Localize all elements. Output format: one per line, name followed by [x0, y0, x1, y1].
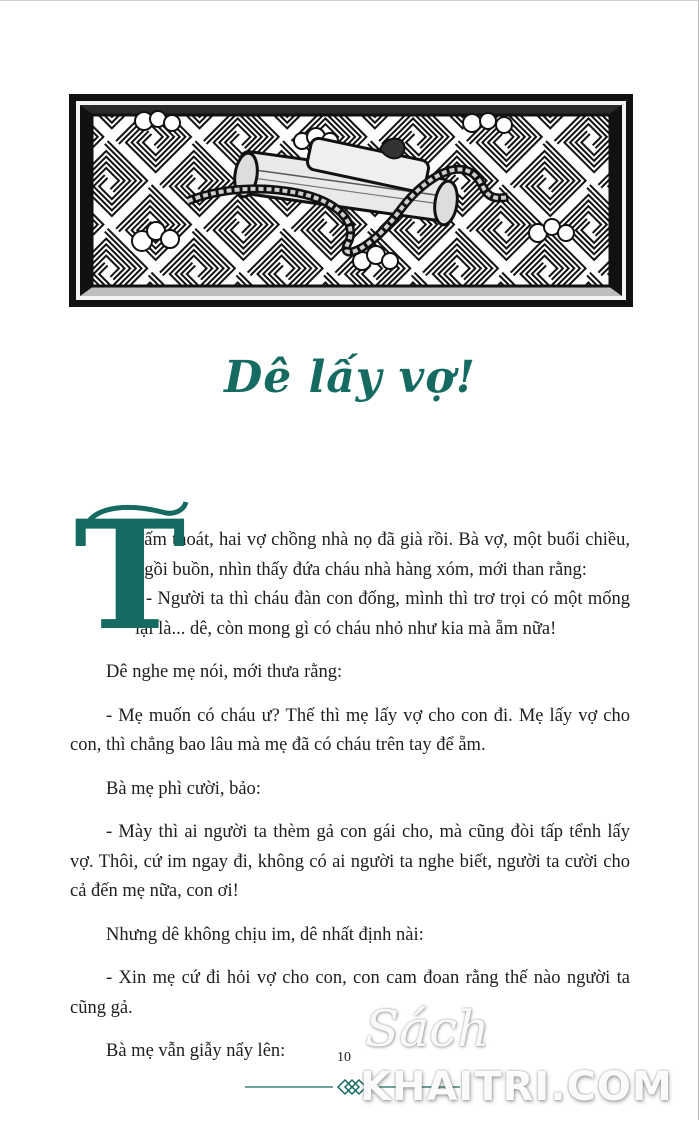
scroll-lattice-illustration [68, 93, 634, 308]
site-watermark [355, 1000, 695, 1115]
paragraph: Nhưng dê không chịu im, dê nhất định nài: [106, 924, 424, 945]
story-body [70, 500, 630, 1067]
page-number: 10 [337, 1050, 351, 1065]
paragraph: - Mẹ muốn có cháu ư? Thế thì mẹ lấy vợ cho con đi. Mẹ lấy vợ cho con, thì chẳng bao lâu mà mẹ đã có cháu trên tay để ẵm. [70, 705, 630, 755]
dropcap-letter [70, 500, 190, 640]
dropcap-glyph: T [74, 500, 186, 640]
watermark-script: Sách [365, 1000, 490, 1058]
watermark-brand: KHAITRI.COM [360, 1064, 673, 1110]
paragraph-dialog: - Người ta thì cháu đàn con đống, mình thì trơ trọi có một mống lại là... dê, còn mong gì có cháu nhỏ như kia mà ẵm nữa! [135, 589, 630, 639]
paragraph: Bà mẹ phì cười, bảo: [106, 778, 261, 799]
paragraph: - Xin mẹ cứ đi hỏi vợ cho con, con cam đoan rằng thế nào người ta cũng gả. [70, 968, 630, 1018]
paragraph: Dê nghe mẹ nói, mới thưa rằng: [106, 662, 343, 682]
paragraph: Bà mẹ vẫn giẫy nẩy lên: [106, 1041, 286, 1061]
paragraph-opening: hấm thoát, hai vợ chồng nhà nọ đã già rồi. Bà vợ, một buổi chiều, ngồi buồn, nhìn thấy đứa cháu nhà hàng xóm, mới than rằng: [135, 530, 630, 580]
story-title: Dê lấy vợ! [224, 352, 476, 403]
paragraph: - Mày thì ai người ta thèm gả con gái cho, mà cũng đòi tấp tểnh lấy vợ. Thôi, cứ im ngay đi, không có ai người ta nghe biết, người ta cười cho cả đến mẹ nữa, con ơi! [70, 822, 630, 901]
